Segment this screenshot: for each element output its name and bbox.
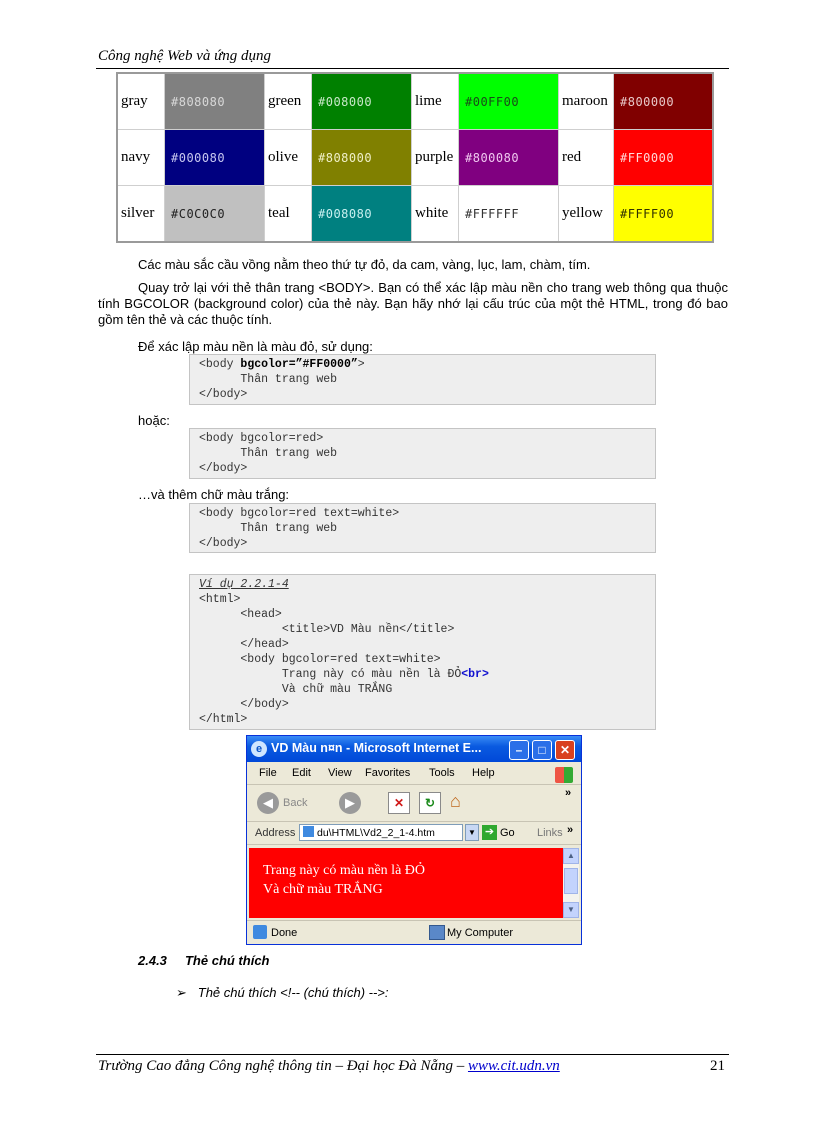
minimize-button[interactable]: –	[509, 740, 529, 760]
browser-window	[246, 735, 582, 945]
menu-favorites[interactable]: Favorites	[365, 767, 411, 779]
color-name: green	[265, 73, 312, 130]
code-line: Thân trang web	[199, 373, 338, 386]
vertical-scrollbar[interactable]	[563, 848, 579, 918]
color-swatch: #FFFFFF	[459, 186, 559, 243]
color-swatch: #000080	[165, 130, 265, 186]
footer-institution: Trường Cao đẳng Công nghệ thông tin – Đại học Đà Nẵng –	[98, 1058, 468, 1074]
links-chevron[interactable]: »	[567, 824, 574, 836]
code-line: <body bgcolor=red text=white>	[199, 507, 400, 520]
page-icon	[303, 826, 314, 837]
color-name: yellow	[559, 186, 614, 243]
toolbar-chevron[interactable]: »	[565, 787, 572, 799]
code-line: </body>	[199, 388, 248, 401]
code-line: <title>VD Màu nền</title>	[199, 623, 455, 636]
code-line: </body>	[199, 537, 248, 550]
code-line: Thân trang web	[199, 522, 338, 535]
refresh-icon[interactable]: ↻	[419, 792, 441, 814]
example-caption: Ví dụ 2.2.1-4	[199, 578, 289, 591]
browser-title-bar	[247, 736, 581, 762]
ie-logo-icon: e	[251, 741, 267, 757]
page-header-title: Công nghệ Web và ứng dụng	[98, 48, 272, 64]
code-line: Và chữ màu TRẮNG	[199, 683, 393, 696]
color-swatch: #008080	[312, 186, 412, 243]
section-heading	[138, 953, 269, 968]
address-input[interactable]	[299, 824, 463, 841]
code-block-bgcolor-name	[189, 428, 656, 479]
status-done: Done	[271, 927, 298, 939]
color-swatch: #808000	[312, 130, 412, 186]
footer-link[interactable]: www.cit.udn.vn	[467, 1058, 560, 1074]
menu-file[interactable]: File	[259, 767, 277, 779]
color-table	[116, 72, 714, 243]
code-block-example	[189, 574, 656, 730]
footer-rule	[96, 1054, 729, 1055]
browser-title: VD Màu n¤n - Microsoft Internet E...	[271, 741, 482, 755]
browser-content	[249, 848, 563, 918]
menu-view[interactable]: View	[328, 767, 352, 779]
color-name: silver	[117, 186, 165, 243]
links-label[interactable]: Links	[537, 827, 563, 839]
content-line-2: Và chữ màu TRẮNG	[263, 882, 383, 897]
toolbar	[247, 785, 581, 822]
intro-red-text: Để xác lập màu nền là màu đỏ, sử dụng:	[138, 339, 373, 354]
white-text-intro: …và thêm chữ màu trắng:	[138, 487, 290, 502]
scroll-down-icon[interactable]: ▼	[563, 902, 579, 918]
code-br-tag: <br>	[461, 668, 489, 681]
body-paragraph: Quay trở lại với thẻ thân trang <BODY>. Bạn có thể xác lập màu nền cho trang web thông qua thuộc tính BGCOLOR (background color) của thẻ này. Bạn hãy nhớ lại cấu trúc của một thẻ HTML, trong đó bao gồm tên thẻ và các thuộc tính.	[98, 280, 728, 327]
done-page-icon	[253, 925, 267, 939]
color-name: lime	[412, 73, 459, 130]
color-name: white	[412, 186, 459, 243]
color-swatch: #008000	[312, 73, 412, 130]
color-swatch: #800000	[614, 73, 714, 130]
status-bar	[247, 920, 581, 945]
section-title: Thẻ chú thích	[184, 953, 270, 968]
code-line: </html>	[199, 713, 248, 726]
header-rule	[96, 68, 729, 69]
content-line-1: Trang này có màu nền là ĐỎ	[263, 863, 426, 878]
address-label: Address	[255, 827, 296, 839]
table-row	[117, 73, 713, 130]
footer-text	[98, 1058, 560, 1075]
color-name: purple	[412, 130, 459, 186]
color-name: gray	[117, 73, 165, 130]
color-swatch: #FF0000	[614, 130, 714, 186]
page-number: 21	[710, 1058, 725, 1074]
windows-flag-icon	[555, 767, 573, 783]
close-button[interactable]: ✕	[555, 740, 575, 760]
color-swatch: #00FF00	[459, 73, 559, 130]
menu-bar	[247, 762, 581, 785]
address-dropdown-icon[interactable]: ▼	[465, 824, 479, 841]
bullet-arrow-icon: ➢	[176, 985, 187, 1000]
color-name: navy	[117, 130, 165, 186]
code-line: Thân trang web	[199, 447, 338, 460]
go-arrow-icon[interactable]: ➔	[482, 825, 497, 840]
code-line: <head>	[199, 608, 282, 621]
home-icon[interactable]: ⌂	[450, 791, 461, 811]
code-text: Trang này có màu nền là ĐỎ	[199, 668, 462, 681]
menu-edit[interactable]: Edit	[292, 767, 311, 779]
color-name: maroon	[559, 73, 614, 130]
code-bold-attr: bgcolor=”#FF0000”	[240, 358, 358, 371]
rainbow-text: Các màu sắc cầu vồng nằm theo thứ tự đỏ, da cam, vàng, lục, lam, chàm, tím.	[138, 257, 591, 272]
address-value: du\HTML\Vd2_2_1-4.htm	[317, 827, 435, 839]
bullet-item	[176, 985, 389, 1001]
code-line: </body>	[199, 462, 248, 475]
code-text: <body	[199, 358, 241, 371]
code-line: </head>	[199, 638, 289, 651]
status-zone: My Computer	[447, 927, 514, 939]
code-text: >	[357, 358, 365, 371]
color-swatch: #800080	[459, 130, 559, 186]
color-swatch: #C0C0C0	[165, 186, 265, 243]
color-name: olive	[265, 130, 312, 186]
code-line: </body>	[199, 698, 289, 711]
go-button[interactable]: Go	[500, 827, 515, 839]
section-number: 2.4.3	[138, 953, 167, 968]
code-line: <body bgcolor=red>	[199, 432, 324, 445]
maximize-button[interactable]: □	[532, 740, 552, 760]
computer-icon	[429, 925, 445, 940]
code-line: <body bgcolor=red text=white>	[199, 653, 441, 666]
address-bar	[247, 822, 581, 845]
back-label[interactable]: Back	[283, 797, 308, 809]
color-swatch: #808080	[165, 73, 265, 130]
scroll-thumb[interactable]	[564, 868, 578, 894]
table-row	[117, 186, 713, 243]
code-block-text-white	[189, 503, 656, 553]
stop-icon[interactable]: ✕	[388, 792, 410, 814]
table-row	[117, 130, 713, 186]
scroll-up-icon[interactable]: ▲	[563, 848, 579, 864]
code-line: <html>	[199, 593, 241, 606]
color-swatch: #FFFF00	[614, 186, 714, 243]
bullet-text: Thẻ chú thích <!-- (chú thích) -->:	[197, 985, 389, 1000]
menu-help[interactable]: Help	[472, 767, 495, 779]
forward-icon[interactable]: ▶	[339, 792, 361, 814]
code-block-bgcolor-hex	[189, 354, 656, 405]
or-text: hoặc:	[138, 413, 170, 428]
color-name: red	[559, 130, 614, 186]
color-name: teal	[265, 186, 312, 243]
menu-tools[interactable]: Tools	[429, 767, 455, 779]
back-icon[interactable]: ◀	[257, 792, 279, 814]
